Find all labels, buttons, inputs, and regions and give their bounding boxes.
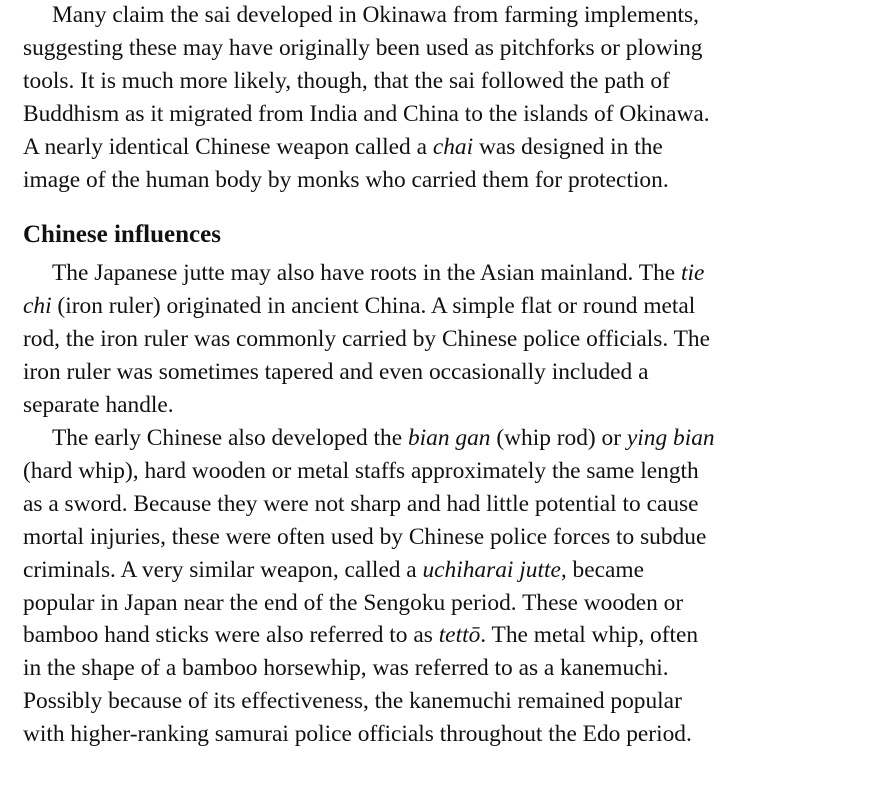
text-run: Buddhism as it migrated from India and China to the islands of Okinawa. bbox=[23, 100, 710, 127]
paragraph-iron-ruler bbox=[23, 257, 863, 422]
section-heading: Chinese influences bbox=[23, 221, 221, 249]
italic-term: ying bian bbox=[626, 424, 715, 451]
italic-term: tettō bbox=[438, 622, 481, 649]
document-page bbox=[23, 0, 863, 751]
text-line bbox=[23, 587, 863, 620]
text-run: image of the human body by monks who carried them for protection. bbox=[23, 166, 669, 193]
text-run: criminals. A very similar weapon, called a bbox=[23, 556, 423, 583]
text-run: became bbox=[566, 556, 644, 583]
text-line bbox=[23, 32, 863, 65]
text-run: . The metal whip, often bbox=[480, 622, 699, 649]
text-line bbox=[23, 422, 863, 455]
text-run: Many claim the sai developed in Okinawa from farming implements, bbox=[52, 2, 699, 28]
text-run: iron ruler was sometimes tapered and even occasionally included a bbox=[23, 359, 649, 386]
text-line bbox=[23, 389, 863, 422]
text-line bbox=[23, 619, 863, 652]
italic-term: chi bbox=[23, 293, 52, 320]
text-run: with higher-ranking samurai police officials throughout the Edo period. bbox=[23, 721, 692, 748]
text-line bbox=[23, 323, 863, 356]
text-run: in the shape of a bamboo horsewhip, was referred to as a kanemuchi. bbox=[23, 655, 669, 682]
text-run: popular in Japan near the end of the Sengoku period. These wooden or bbox=[23, 589, 684, 616]
text-run: (iron ruler) originated in ancient China. A simple flat or round metal bbox=[51, 293, 696, 320]
text-run: rod, the iron ruler was commonly carried by Chinese police officials. The bbox=[23, 326, 711, 353]
text-run: bamboo hand sticks were also referred to as bbox=[23, 622, 439, 649]
italic-term: chai bbox=[432, 133, 474, 160]
text-run: The Japanese jutte may also have roots in the Asian mainland. The bbox=[52, 260, 681, 287]
italic-term: uchiharai jutte, bbox=[422, 556, 567, 583]
text-line bbox=[23, 131, 863, 164]
italic-term: tie bbox=[681, 260, 705, 287]
text-line bbox=[23, 488, 863, 521]
text-line bbox=[23, 65, 863, 98]
text-run: separate handle. bbox=[23, 392, 174, 419]
text-run: Possibly because of its effectiveness, the kanemuchi remained popular bbox=[23, 688, 682, 715]
text-run: A nearly identical Chinese weapon called a bbox=[23, 133, 433, 160]
text-line bbox=[23, 0, 863, 32]
text-run: was designed in the bbox=[473, 133, 663, 160]
text-line bbox=[23, 685, 863, 718]
text-line bbox=[23, 290, 863, 323]
text-run: as a sword. Because they were not sharp and had little potential to cause bbox=[23, 490, 699, 517]
text-run: suggesting these may have originally been used as pitchforks or plowing bbox=[23, 34, 703, 61]
text-line bbox=[23, 164, 863, 197]
text-line bbox=[23, 455, 863, 488]
italic-term: bian gan bbox=[407, 424, 491, 451]
text-line bbox=[23, 652, 863, 685]
text-run: (hard whip), hard wooden or metal staffs approximately the same length bbox=[23, 457, 699, 484]
text-run: (whip rod) or bbox=[490, 424, 627, 451]
paragraph-whip-rod bbox=[23, 422, 863, 751]
text-run: tools. It is much more likely, though, that the sai followed the path of bbox=[23, 67, 670, 94]
text-line bbox=[23, 554, 863, 587]
text-line bbox=[23, 356, 863, 389]
text-run: The early Chinese also developed the bbox=[52, 424, 408, 451]
paragraph-sai-origins bbox=[23, 0, 863, 196]
text-run: mortal injuries, these were often used by Chinese police forces to subdue bbox=[23, 523, 707, 550]
text-line bbox=[23, 98, 863, 131]
text-line bbox=[23, 718, 863, 751]
text-line bbox=[23, 257, 863, 290]
text-line bbox=[23, 521, 863, 554]
